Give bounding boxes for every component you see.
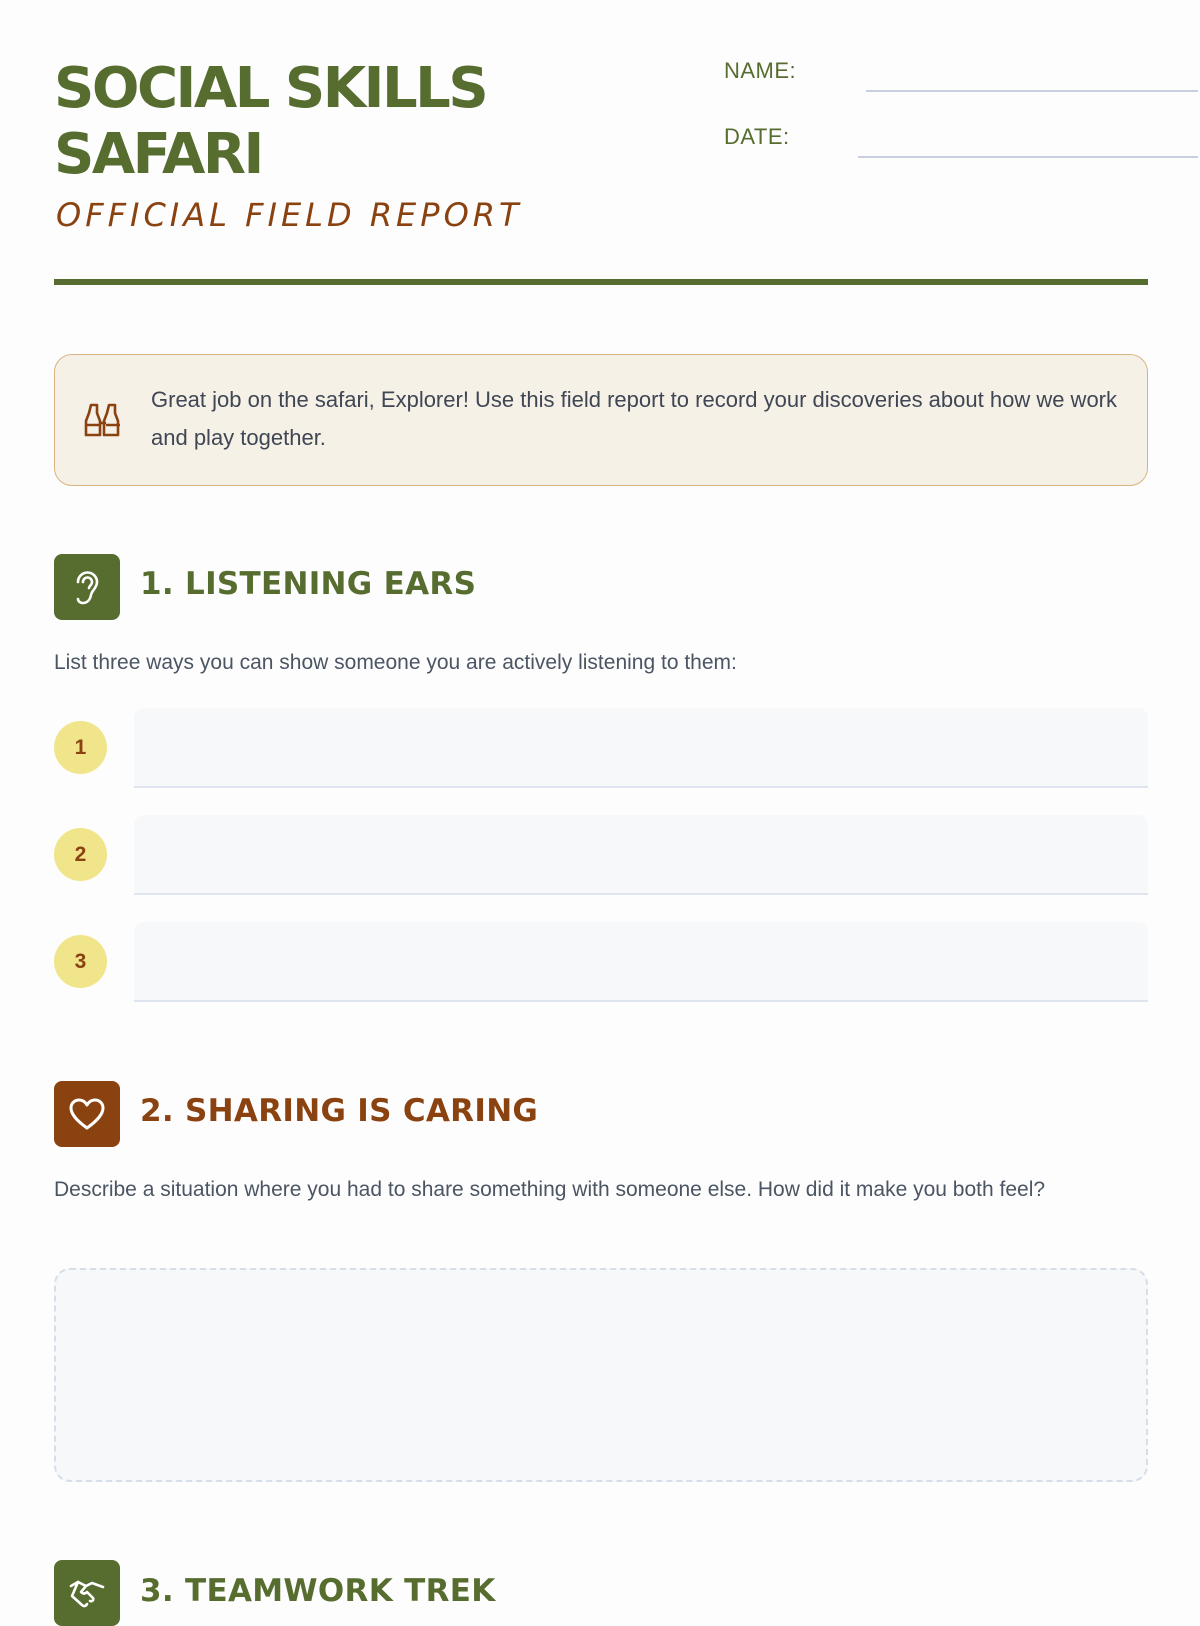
title-line-1: SOCIAL SKILLS [54, 56, 487, 121]
section-2-prompt: Describe a situation where you had to share something with someone else. How did it make you both feel? [54, 1178, 1046, 1201]
answer-line-2[interactable] [134, 815, 1148, 895]
number-badge-2: 2 [54, 828, 107, 881]
section-2-title: 2. SHARING IS CARING [140, 1093, 539, 1129]
answer-line-1[interactable] [134, 708, 1148, 788]
binoculars-icon [83, 401, 123, 439]
name-label: NAME: [724, 58, 797, 83]
page-title [54, 56, 486, 188]
section-3-title: 3. TEAMWORK TREK [140, 1573, 496, 1609]
handshake-icon [68, 1576, 106, 1610]
intro-box [54, 354, 1148, 486]
worksheet-page [54, 0, 1148, 1609]
answer-line-3[interactable] [134, 922, 1148, 1002]
section-1-title: 1. LISTENING EARS [140, 566, 477, 602]
date-label: DATE: [724, 124, 790, 149]
section-2-answer-box[interactable] [54, 1268, 1148, 1482]
section-3-icon-tile [54, 1560, 120, 1626]
ear-icon [70, 567, 104, 607]
number-badge-3: 3 [54, 935, 107, 988]
name-input-line[interactable] [866, 90, 1198, 92]
section-1-icon-tile [54, 554, 120, 620]
number-badge-1: 1 [54, 721, 107, 774]
section-1-prompt: List three ways you can show someone you are actively listening to them: [54, 651, 737, 674]
page-subtitle: OFFICIAL FIELD REPORT [56, 196, 523, 234]
section-2-icon-tile [54, 1081, 120, 1147]
title-line-2: SAFARI [54, 122, 262, 187]
intro-text: Great job on the safari, Explorer! Use this field report to record your discoveries about how we work and play together. [151, 387, 1118, 450]
date-input-line[interactable] [858, 156, 1198, 158]
heart-icon [68, 1097, 106, 1131]
header-divider [54, 279, 1148, 285]
